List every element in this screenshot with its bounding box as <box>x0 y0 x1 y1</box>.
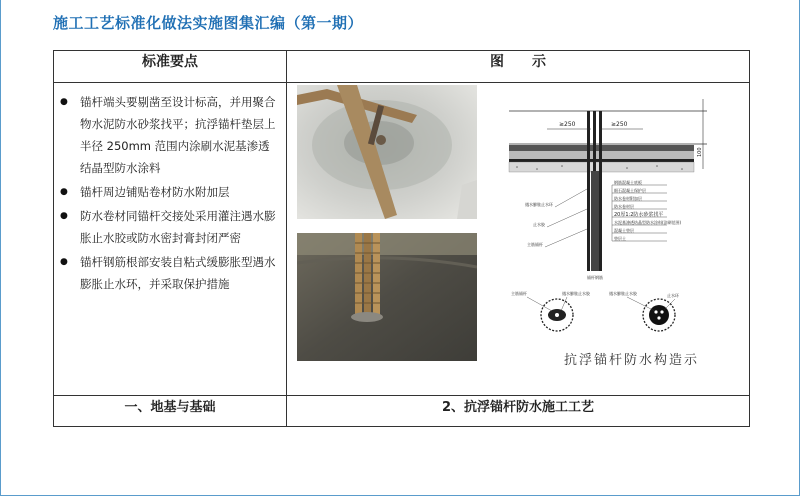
left-label: 遇水膨胀止水环 <box>525 202 553 207</box>
detail-label: 遇水膨胀止水胶 <box>562 291 590 296</box>
layer-label: 20厚1:2防水砂浆找平 <box>614 212 664 218</box>
header-illustration: 图 示 <box>287 51 750 83</box>
dim-right: ≥250 <box>611 121 628 128</box>
footer-section: 一、地基与基础 <box>54 396 287 427</box>
detail-label: 主筋锚杆 <box>511 291 527 296</box>
layer-label: 细石混凝土保护层 <box>614 188 646 193</box>
table-header-row <box>54 51 750 83</box>
left-label: 止水胶 <box>533 222 545 227</box>
list-item: ● 锚杆钢筋根部安装自粘式缓膨胀型遇水膨胀止水环，并采取保护措施 <box>80 251 278 295</box>
header-standards: 标准要点 <box>54 51 287 83</box>
standards-table <box>53 50 750 427</box>
table-content-row <box>54 83 750 396</box>
left-label: 主筋锚杆 <box>527 242 543 247</box>
diagram-caption: 抗浮锚杆防水构造示 <box>564 353 700 368</box>
layer-label: 防水卷材附加层 <box>614 196 642 201</box>
layer-label: 混凝土垫层 <box>614 228 634 233</box>
bottom-label: 锚杆钢筋 <box>587 275 603 280</box>
layer-label: 垫层土 <box>614 236 626 241</box>
list-item: ● 防水卷材同锚杆交接处采用灌注遇水膨胀止水胶或防水密封膏封闭严密 <box>80 205 278 249</box>
list-item: ● 锚杆端头要剔凿至设计标高，并用聚合物水泥防水砂浆找平；抗浮锚杆垫层上半径 250mm 范围内涂刷水泥基渗透结晶型防水涂料 <box>80 91 278 179</box>
layer-label: 钢筋混凝土底板 <box>614 180 642 185</box>
standards-cell <box>54 83 287 396</box>
illustration-cell <box>287 83 750 396</box>
detail-label: 止水环 <box>667 293 679 298</box>
standards-list <box>54 91 286 295</box>
list-item: ● 锚杆周边铺贴卷材防水附加层 <box>80 181 278 203</box>
layer-label: 水泥基渗透结晶型防水涂料(涂刷范围) <box>614 220 682 225</box>
document-title: 施工工艺标准化做法实施图集汇编（第一期） <box>53 14 364 32</box>
detail-label: 遇水膨胀止水胶 <box>609 291 637 296</box>
table-footer-row <box>54 396 750 427</box>
dim-vertical: 100 <box>697 147 703 157</box>
dim-left: ≥250 <box>559 121 576 128</box>
photo-anchor-bars <box>297 233 477 361</box>
photo-anchor-head <box>297 85 477 219</box>
waterproofing-diagram <box>507 89 717 339</box>
layer-label: 防水卷材层 <box>614 204 634 209</box>
footer-topic: 2、抗浮锚杆防水施工工艺 <box>287 396 750 427</box>
